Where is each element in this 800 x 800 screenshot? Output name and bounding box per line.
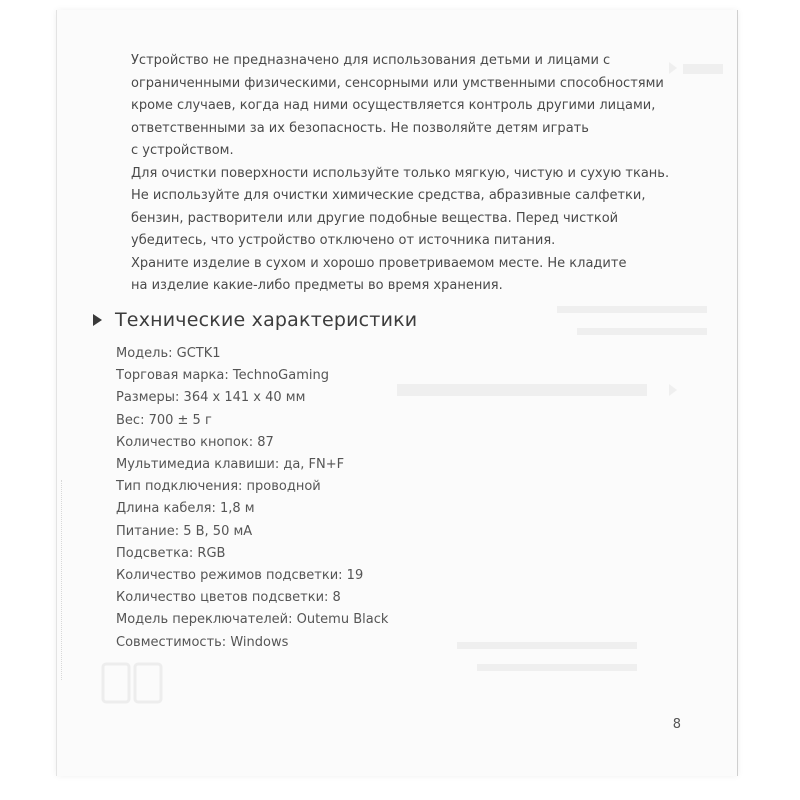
text-line: ответственными за их безопасность. Не позволяйте детям играть bbox=[131, 120, 589, 136]
text-line: убедитесь, что устройство отключено от источника питания. bbox=[131, 233, 556, 248]
page-number: 8 bbox=[672, 717, 681, 732]
text-line: кроме случаев, когда над ними осуществляется контроль другими лицами, bbox=[131, 98, 656, 113]
text-line: бензин, растворители или другие подобные вещества. Перед чисткой bbox=[131, 210, 619, 226]
text-line: ограниченными физическими, сенсорными или умственными способностями bbox=[131, 75, 664, 91]
text-line: на изделие какие-либо предметы во время хранения. bbox=[131, 278, 503, 293]
triangle-bullet-icon bbox=[93, 314, 102, 326]
spec-item-backlight: Подсветка: RGB bbox=[116, 545, 226, 561]
spec-item-power: Питание: 5 В, 50 мА bbox=[116, 523, 253, 539]
specs-heading-text: Технические характеристики bbox=[115, 309, 418, 331]
page-binding-edge bbox=[61, 480, 68, 680]
manual-page bbox=[56, 10, 738, 776]
specs-list bbox=[116, 343, 388, 654]
spec-item-brand: Торговая марка: TechnoGaming bbox=[116, 368, 329, 384]
spec-item-multimedia-keys: Мультимедиа клавиши: да, FN+F bbox=[116, 457, 345, 473]
spec-item-key-count: Количество кнопок: 87 bbox=[116, 434, 274, 450]
text-line: Не используйте для очистки химические средства, абразивные салфетки, bbox=[131, 188, 646, 203]
spec-item-connection: Тип подключения: проводной bbox=[116, 479, 321, 495]
spec-item-model: Модель: GCTK1 bbox=[116, 346, 221, 361]
text-line: с устройством. bbox=[131, 143, 234, 158]
spec-item-cable-length: Длина кабеля: 1,8 м bbox=[116, 501, 255, 517]
text-line: Устройство не предназначено для использования детьми и лицами с bbox=[131, 53, 611, 68]
text-line: Храните изделие в сухом и хорошо проветриваемом месте. Не кладите bbox=[131, 255, 627, 271]
spec-item-backlight-modes: Количество режимов подсветки: 19 bbox=[116, 568, 364, 584]
spec-item-weight: Вес: 700 ± 5 г bbox=[116, 412, 212, 428]
spec-item-switches: Модель переключателей: Outemu Black bbox=[116, 612, 389, 628]
specs-heading bbox=[93, 309, 417, 331]
text-line: Для очистки поверхности используйте только мягкую, чистую и сухую ткань. bbox=[131, 165, 670, 181]
spec-item-dimensions: Размеры: 364 x 141 x 40 мм bbox=[116, 390, 306, 406]
spec-item-backlight-colors: Количество цветов подсветки: 8 bbox=[116, 590, 341, 606]
spec-item-compatibility: Совместимость: Windows bbox=[116, 634, 289, 650]
safety-instructions-paragraph bbox=[131, 50, 731, 298]
